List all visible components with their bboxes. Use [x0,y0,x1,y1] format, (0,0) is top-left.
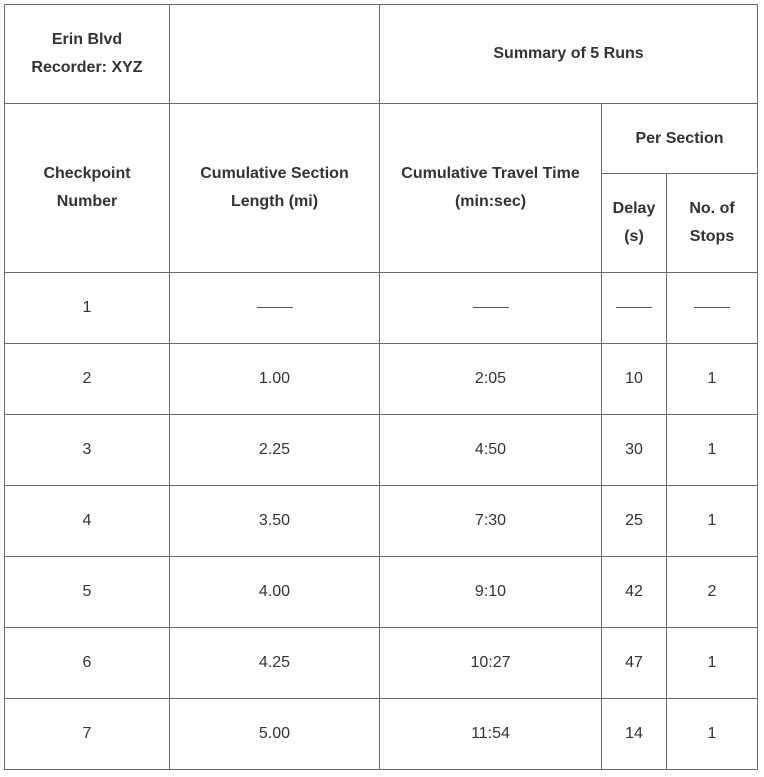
time-cell [380,273,602,344]
length-cell: 4.25 [170,628,380,699]
table-row [5,344,758,415]
checkpoint-cell: 5 [5,557,170,628]
checkpoint-cell: 2 [5,344,170,415]
stops-header-line1: No. of [689,200,735,217]
length-header-line2: Length (mi) [230,193,319,210]
cumulative-time-header [380,104,602,273]
road-name: Erin Blvd [51,31,123,48]
summary-header: Summary of 5 Runs [380,5,758,104]
delay-cell: 25 [602,486,667,557]
table-row [5,486,758,557]
delay-header [602,174,667,273]
header-row-middle [5,104,758,174]
checkpoint-cell: 7 [5,699,170,770]
empty-dash [257,307,293,308]
delay-cell: 30 [602,415,667,486]
table-row [5,273,758,344]
checkpoint-cell: 4 [5,486,170,557]
checkpoint-cell: 3 [5,415,170,486]
checkpoint-header-line2: Number [56,193,118,210]
time-cell: 9:10 [380,557,602,628]
stops-header-line2: Stops [689,228,735,245]
stops-header [667,174,758,273]
time-cell: 7:30 [380,486,602,557]
time-cell: 10:27 [380,628,602,699]
table-row [5,415,758,486]
stops-cell [667,273,758,344]
length-cell: 4.00 [170,557,380,628]
time-cell: 4:50 [380,415,602,486]
delay-cell: 42 [602,557,667,628]
checkpoint-header-line1: Checkpoint [43,165,131,182]
length-cell: 1.00 [170,344,380,415]
delay-cell: 10 [602,344,667,415]
table-row [5,557,758,628]
header-row-top [5,5,758,104]
delay-header-line1: Delay [612,200,656,217]
stops-cell: 1 [667,486,758,557]
road-recorder-header [5,5,170,104]
empty-dash [616,307,652,308]
recorder-label: Recorder: XYZ [31,59,143,76]
per-section-header: Per Section [602,104,758,174]
stops-cell: 1 [667,344,758,415]
stops-cell: 1 [667,628,758,699]
travel-time-summary-table [4,4,758,770]
stops-cell: 1 [667,699,758,770]
time-cell: 11:54 [380,699,602,770]
stops-cell: 2 [667,557,758,628]
length-cell [170,273,380,344]
length-cell: 3.50 [170,486,380,557]
stops-cell: 1 [667,415,758,486]
delay-header-line2: (s) [624,228,644,245]
cumulative-length-header [170,104,380,273]
time-header-line1: Cumulative Travel Time [401,165,580,182]
checkpoint-cell: 1 [5,273,170,344]
delay-cell [602,273,667,344]
empty-dash [473,307,509,308]
blank-header-cell [170,5,380,104]
length-header-line1: Cumulative Section [200,165,349,182]
table-body [5,273,758,770]
checkpoint-number-header [5,104,170,273]
checkpoint-cell: 6 [5,628,170,699]
table-row [5,628,758,699]
table-row [5,699,758,770]
delay-cell: 14 [602,699,667,770]
empty-dash [694,307,730,308]
delay-cell: 47 [602,628,667,699]
time-cell: 2:05 [380,344,602,415]
length-cell: 5.00 [170,699,380,770]
time-header-line2: (min:sec) [454,193,527,210]
length-cell: 2.25 [170,415,380,486]
